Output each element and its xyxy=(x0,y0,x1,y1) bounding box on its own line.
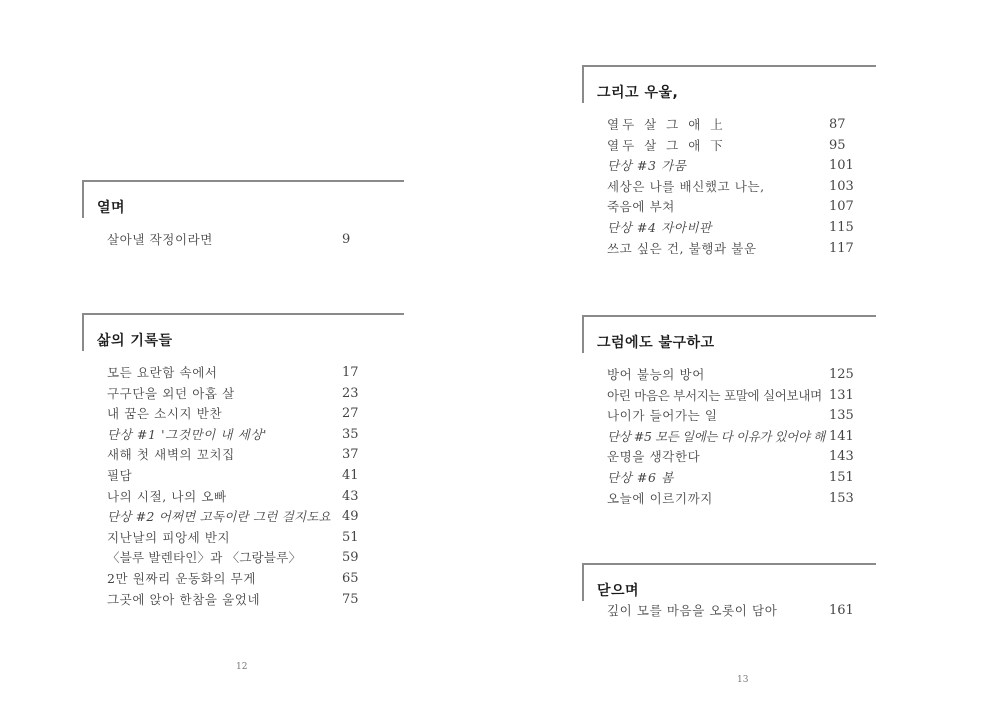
section-title: 닫으며 xyxy=(597,583,640,599)
entry-title: 죽음에 부쳐 xyxy=(607,199,675,215)
entry-page: 41 xyxy=(342,467,359,483)
toc-entry[interactable] xyxy=(107,425,404,446)
entry-title: 나의 시절, 나의 오빠 xyxy=(107,488,227,504)
entry-page: 75 xyxy=(342,591,359,607)
toc-entry[interactable] xyxy=(607,218,876,239)
entry-page: 37 xyxy=(342,447,359,463)
entry-page: 115 xyxy=(829,219,854,235)
entry-page: 17 xyxy=(342,365,359,380)
entry-page: 101 xyxy=(829,158,854,174)
section-header xyxy=(582,65,876,103)
toc-entry[interactable] xyxy=(607,177,876,198)
entry-page: 107 xyxy=(829,199,854,215)
toc-entry[interactable] xyxy=(607,136,876,157)
section-title: 그럼에도 불구하고 xyxy=(597,335,715,351)
entry-page: 135 xyxy=(829,408,854,424)
entry-title: 아린 마음은 부서지는 포말에 실어보내며 xyxy=(607,387,822,403)
entry-title: 단상 #4 자아비판 xyxy=(607,219,712,235)
entry-title: 새해 첫 새벽의 꼬치집 xyxy=(107,447,235,463)
section-and-depression xyxy=(582,65,876,259)
section-opening xyxy=(82,180,404,251)
entry-title: 쓰고 싶은 건, 불행과 불운 xyxy=(607,240,757,256)
left-page xyxy=(0,0,490,724)
entry-page: 65 xyxy=(342,570,359,586)
entry-title: 단상 #1 '그것만이 내 세상' xyxy=(107,426,268,442)
toc-list xyxy=(607,601,876,622)
entry-title: 단상 #3 가뭄 xyxy=(607,158,687,174)
entry-page: 51 xyxy=(342,529,359,545)
entry-page: 27 xyxy=(342,406,359,422)
page-number: 12 xyxy=(236,662,248,672)
toc-list xyxy=(107,230,404,251)
toc-entry[interactable] xyxy=(107,404,404,425)
toc-list xyxy=(107,363,404,610)
toc-entry[interactable] xyxy=(107,445,404,466)
toc-entry[interactable] xyxy=(107,363,404,384)
entry-page: 103 xyxy=(829,178,854,194)
entry-page: 151 xyxy=(829,469,854,485)
entry-page: 131 xyxy=(829,387,854,403)
toc-entry[interactable] xyxy=(107,230,404,251)
entry-page: 161 xyxy=(829,603,854,618)
section-header xyxy=(582,563,876,601)
toc-entry[interactable] xyxy=(107,507,404,528)
section-life-records xyxy=(82,313,404,610)
entry-page: 49 xyxy=(342,509,359,525)
entry-title: 세상은 나를 배신했고 나는, xyxy=(607,178,765,194)
toc-entry[interactable] xyxy=(107,528,404,549)
toc-entry[interactable] xyxy=(607,601,876,622)
entry-title: 깊이 모를 마음을 오롯이 담아 xyxy=(607,603,778,618)
entry-title: 나이가 들어가는 일 xyxy=(607,408,718,424)
entry-title: 2만 원짜리 운동화의 무게 xyxy=(107,570,257,586)
section-nevertheless xyxy=(582,315,876,509)
entry-title: 열두 살 그 애 上 xyxy=(607,117,726,132)
toc-entry[interactable] xyxy=(607,239,876,260)
toc-entry[interactable] xyxy=(607,468,876,489)
entry-title: 〈블루 발렌타인〉과 〈그랑블루〉 xyxy=(107,550,302,566)
entry-title: 구구단을 외던 아홉 살 xyxy=(107,385,235,401)
toc-entry[interactable] xyxy=(607,427,876,448)
toc-list xyxy=(607,115,876,259)
entry-title: 모든 요란함 속에서 xyxy=(107,365,218,380)
entry-title: 지난날의 피앙세 반지 xyxy=(107,529,231,545)
entry-title: 내 꿈은 소시지 반찬 xyxy=(107,406,223,422)
page-number: 13 xyxy=(737,675,749,685)
toc-list xyxy=(607,365,876,509)
entry-title: 열두 살 그 애 下 xyxy=(607,137,726,153)
toc-entry[interactable] xyxy=(607,406,876,427)
section-title: 그리고 우울, xyxy=(597,85,679,101)
entry-page: 59 xyxy=(342,550,359,566)
toc-entry[interactable] xyxy=(607,365,876,386)
toc-entry[interactable] xyxy=(107,487,404,508)
entry-page: 35 xyxy=(342,426,359,442)
entry-title: 단상 #5 모든 일에는 다 이유가 있어야 해 xyxy=(607,428,825,444)
entry-page: 117 xyxy=(829,240,854,256)
entry-title: 오늘에 이르기까지 xyxy=(607,490,713,506)
entry-page: 153 xyxy=(829,490,854,506)
entry-title: 살아낼 작정이라면 xyxy=(107,232,213,247)
toc-entry[interactable] xyxy=(107,384,404,405)
entry-page: 141 xyxy=(829,428,854,444)
entry-page: 43 xyxy=(342,488,359,504)
toc-entry[interactable] xyxy=(107,466,404,487)
section-header xyxy=(82,180,404,218)
section-title: 삶의 기록들 xyxy=(97,333,173,349)
toc-entry[interactable] xyxy=(107,569,404,590)
entry-page: 87 xyxy=(829,117,846,132)
toc-entry[interactable] xyxy=(607,197,876,218)
entry-title: 운명을 생각한다 xyxy=(607,449,701,465)
entry-page: 143 xyxy=(829,449,854,465)
entry-title: 단상 #6 봄 xyxy=(607,469,674,485)
toc-entry[interactable] xyxy=(607,447,876,468)
right-page xyxy=(490,0,981,724)
toc-entry[interactable] xyxy=(607,115,876,136)
entry-page: 95 xyxy=(829,137,846,153)
toc-entry[interactable] xyxy=(607,489,876,510)
entry-page: 125 xyxy=(829,367,854,382)
section-title: 열며 xyxy=(97,200,126,216)
entry-title: 방어 불능의 방어 xyxy=(607,367,705,382)
toc-entry[interactable] xyxy=(107,548,404,569)
entry-page: 9 xyxy=(342,232,351,247)
entry-title: 그곳에 앉아 한참을 울었네 xyxy=(107,591,261,607)
section-header xyxy=(82,313,404,351)
toc-entry[interactable] xyxy=(607,156,876,177)
entry-page: 23 xyxy=(342,385,359,401)
toc-entry[interactable] xyxy=(607,386,876,407)
toc-entry[interactable] xyxy=(107,590,404,611)
entry-title: 단상 #2 어쩌면 고독이란 그런 걸지도요 xyxy=(107,509,331,525)
section-closing xyxy=(582,563,876,622)
section-header xyxy=(582,315,876,353)
entry-title: 필담 xyxy=(107,467,133,483)
